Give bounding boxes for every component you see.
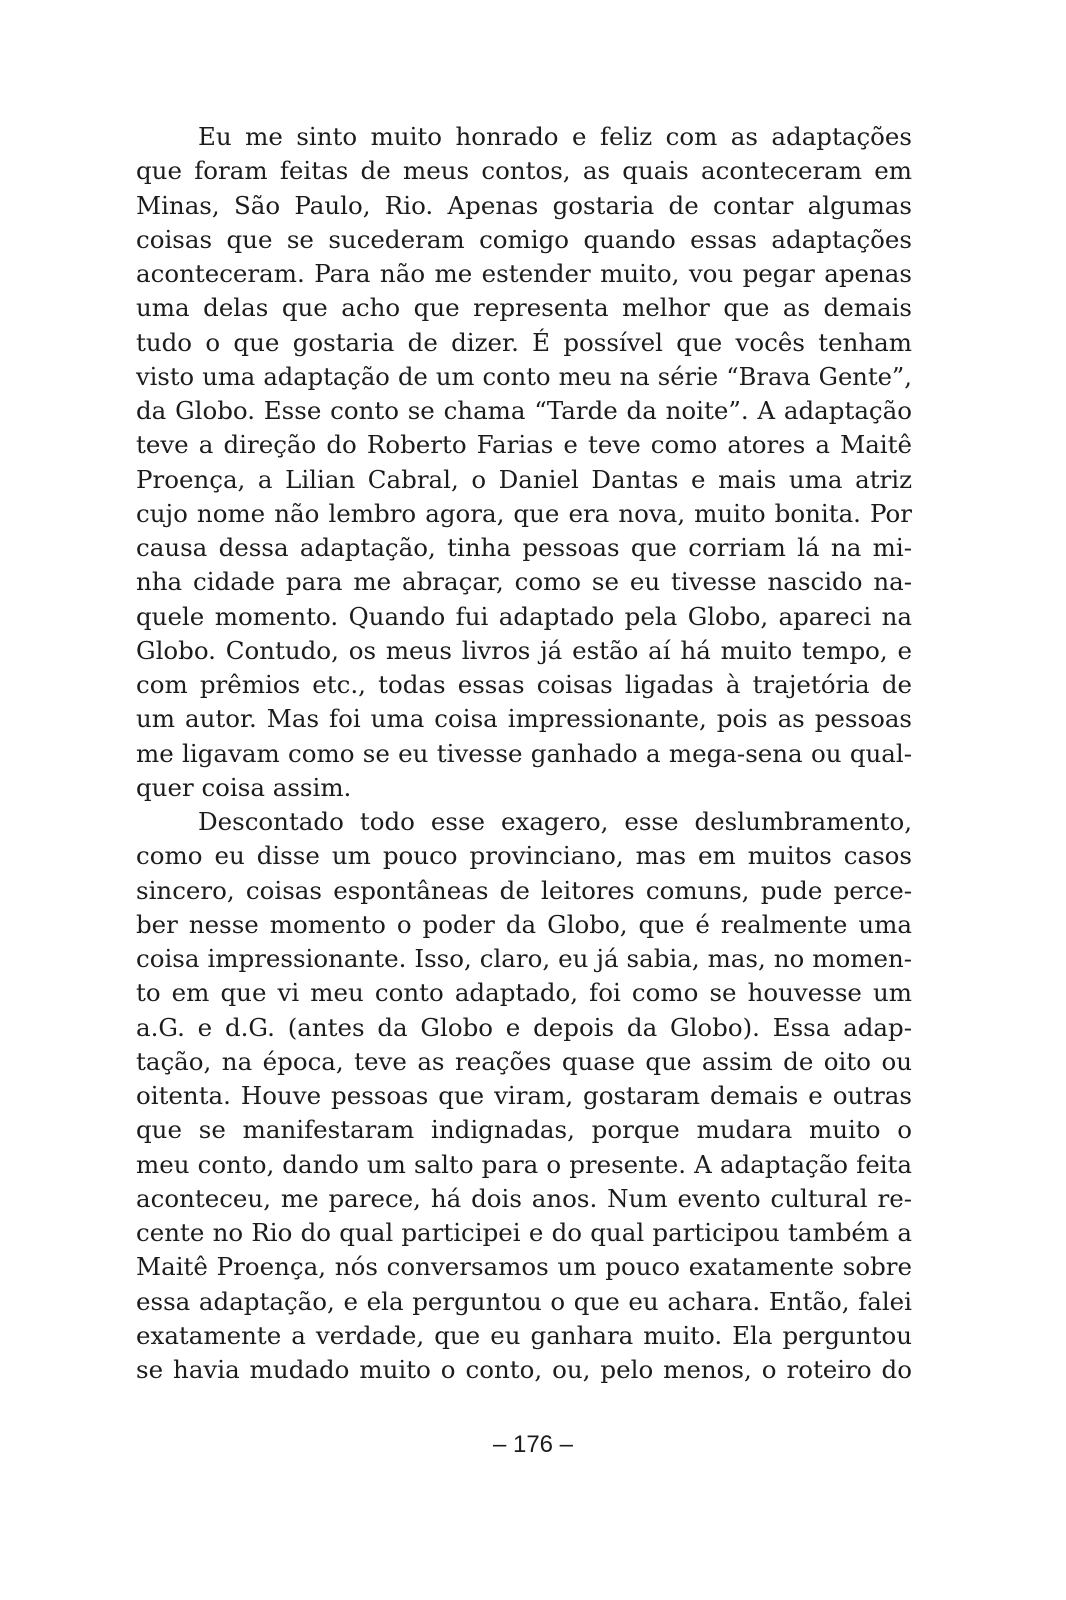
text-line: teve a direção do Roberto Farias e teve como atores a Maitê [136, 430, 912, 460]
text-line: Proença, a Lilian Cabral, o Daniel Dantas e mais uma atriz [136, 464, 912, 494]
text-line: causa dessa adaptação, tinha pessoas que corriam lá na mi- [136, 533, 912, 562]
text-line: Globo. Contudo, os meus livros já estão aí há muito tempo, e [136, 635, 912, 665]
text-line: que se manifestaram indignadas, porque mudara muito o [136, 1115, 912, 1145]
text-line: me ligavam como se eu tivesse ganhado a mega-sena ou qual- [136, 738, 912, 768]
text-line: visto uma adaptação de um conto meu na série “Brava Gente”, [136, 362, 912, 391]
text-line: exatamente a verdade, que eu ganhara muito. Ela perguntou [136, 1320, 912, 1350]
text-line: Minas, São Paulo, Rio. Apenas gostaria de contar algumas [136, 190, 912, 220]
text-line: coisas que se sucederam comigo quando essas adaptações [136, 224, 912, 254]
text-line: coisa impressionante. Isso, claro, eu já sabia, mas, no momen- [136, 944, 912, 973]
text-line: cujo nome não lembro agora, que era nova, muito bonita. Por [136, 498, 912, 528]
text-line: com prêmios etc., todas essas coisas ligadas à trajetória de [136, 670, 912, 699]
text-line: tação, na época, teve as reações quase que assim de oito ou [136, 1046, 912, 1076]
text-line: quer coisa assim. [136, 772, 352, 802]
text-line: meu conto, dando um salto para o presente. A adaptação feita [136, 1149, 912, 1179]
paragraph-2 [136, 805, 912, 1387]
text-line: ber nesse momento o poder da Globo, que é realmente uma [136, 909, 912, 939]
text-line: Maitê Proença, nós conversamos um pouco exatamente sobre [136, 1252, 912, 1282]
text-line: nha cidade para me abraçar, como se eu tivesse nascido na- [136, 567, 912, 597]
paragraph-1 [136, 120, 912, 805]
text-line: como eu disse um pouco provinciano, mas em muitos casos [136, 841, 912, 871]
text-line: sincero, coisas espontâneas de leitores comuns, pude perce- [136, 875, 912, 905]
text-line: se havia mudado muito o conto, ou, pelo menos, o roteiro do [136, 1355, 912, 1384]
text-line: to em que vi meu conto adaptado, foi como se houvesse um [136, 978, 912, 1008]
text-line: Eu me sinto muito honrado e feliz com as adaptações [198, 122, 912, 151]
text-line: a.G. e d.G. (antes da Globo e depois da Globo). Essa adap- [136, 1012, 912, 1042]
text-line: cente no Rio do qual participei e do qual participou também a [136, 1218, 912, 1247]
text-line: aconteceu, me parece, há dois anos. Num evento cultural re- [136, 1183, 912, 1213]
page-number: – 176 – [492, 1431, 574, 1458]
text-line: um autor. Mas foi uma coisa impressionante, pois as pessoas [136, 704, 912, 734]
text-line: tudo o que gostaria de dizer. É possível que vocês tenham [136, 327, 912, 357]
text-line: da Globo. Esse conto se chama “Tarde da noite”. A adaptação [136, 396, 912, 425]
text-line: quele momento. Quando fui adaptado pela Globo, apareci na [136, 601, 912, 631]
text-line: essa adaptação, e ela perguntou o que eu achara. Então, falei [136, 1286, 912, 1316]
text-line: Descontado todo esse exagero, esse deslumbramento, [198, 807, 912, 836]
text-line: aconteceram. Para não me estender muito, vou pegar apenas [136, 259, 912, 288]
body-text [136, 120, 912, 1387]
text-line: oitenta. Houve pessoas que viram, gostaram demais e outras [136, 1081, 912, 1110]
text-line: uma delas que acho que representa melhor que as demais [136, 293, 912, 323]
text-line: que foram feitas de meus contos, as quais aconteceram em [136, 156, 912, 186]
